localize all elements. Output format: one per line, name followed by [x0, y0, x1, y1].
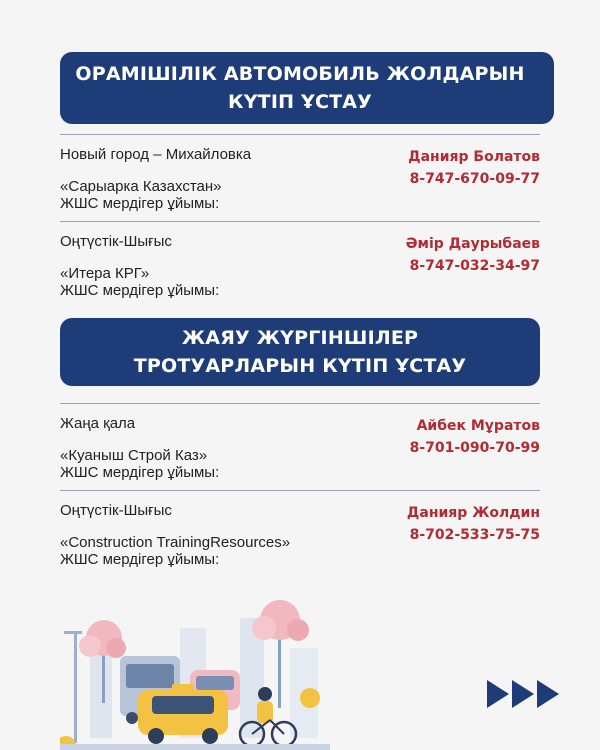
contractor-organization [60, 534, 290, 568]
contact-block [410, 415, 540, 459]
organization-type: ЖШС мердігер ұйымы: [60, 195, 220, 212]
contact-block [406, 233, 540, 277]
district-name: Оңтүстік-Шығыс [60, 502, 172, 519]
contact-person: Данияр Болатов [408, 149, 540, 165]
section-title-line: ЖАЯУ ЖҮРГІНШІЛЕР [181, 327, 419, 349]
district-name: Жаңа қала [60, 415, 136, 432]
organization-name: «Сарыарка Казахстан» [60, 178, 222, 195]
organization-name: «Construction TrainingResources» [60, 534, 291, 551]
section-title-sidewalk-maintenance [60, 318, 540, 386]
section-title-line: ОРАМІШІЛІК АВТОМОБИЛЬ ЖОЛДАРЫН [75, 63, 525, 85]
contact-person: Әмір Даурыбаев [405, 236, 540, 252]
organization-type: ЖШС мердігер ұйымы: [60, 551, 220, 568]
contact-phone[interactable]: 8-701-090-70-99 [409, 440, 540, 456]
contact-person: Айбек Мұратов [416, 418, 540, 434]
district-name: Новый город – Михайловка [60, 146, 252, 163]
divider [60, 490, 540, 491]
section-title-line: ТРОТУАРЛАРЫН КҮТІП ҰСТАУ [133, 355, 467, 377]
organization-type: ЖШС мердігер ұйымы: [60, 464, 220, 481]
organization-name: «Итера КРГ» [60, 265, 150, 282]
contact-person: Данияр Жолдин [406, 505, 540, 521]
organization-name: «Куаныш Строй Каз» [60, 447, 208, 464]
next-page-arrows[interactable] [487, 678, 562, 710]
contractor-organization [60, 265, 219, 299]
city-street-illustration [60, 598, 330, 750]
section-title-line: КҮТІП ҰСТАУ [227, 91, 373, 113]
divider [60, 134, 540, 135]
organization-type: ЖШС мердігер ұйымы: [60, 282, 220, 299]
triple-chevron-right-icon [487, 678, 562, 710]
contact-phone[interactable]: 8-702-533-75-75 [409, 527, 540, 543]
contact-phone[interactable]: 8-747-670-09-77 [409, 171, 540, 187]
contact-block [407, 502, 540, 546]
contact-block [408, 146, 540, 190]
district-name: Оңтүстік-Шығыс [60, 233, 172, 250]
contact-phone[interactable]: 8-747-032-34-97 [409, 258, 540, 274]
contractor-organization [60, 447, 219, 481]
section-title-road-maintenance [60, 52, 554, 124]
city-street-traffic-illustration-icon [60, 598, 330, 750]
contractor-organization [60, 178, 222, 212]
divider [60, 403, 540, 404]
divider [60, 221, 540, 222]
